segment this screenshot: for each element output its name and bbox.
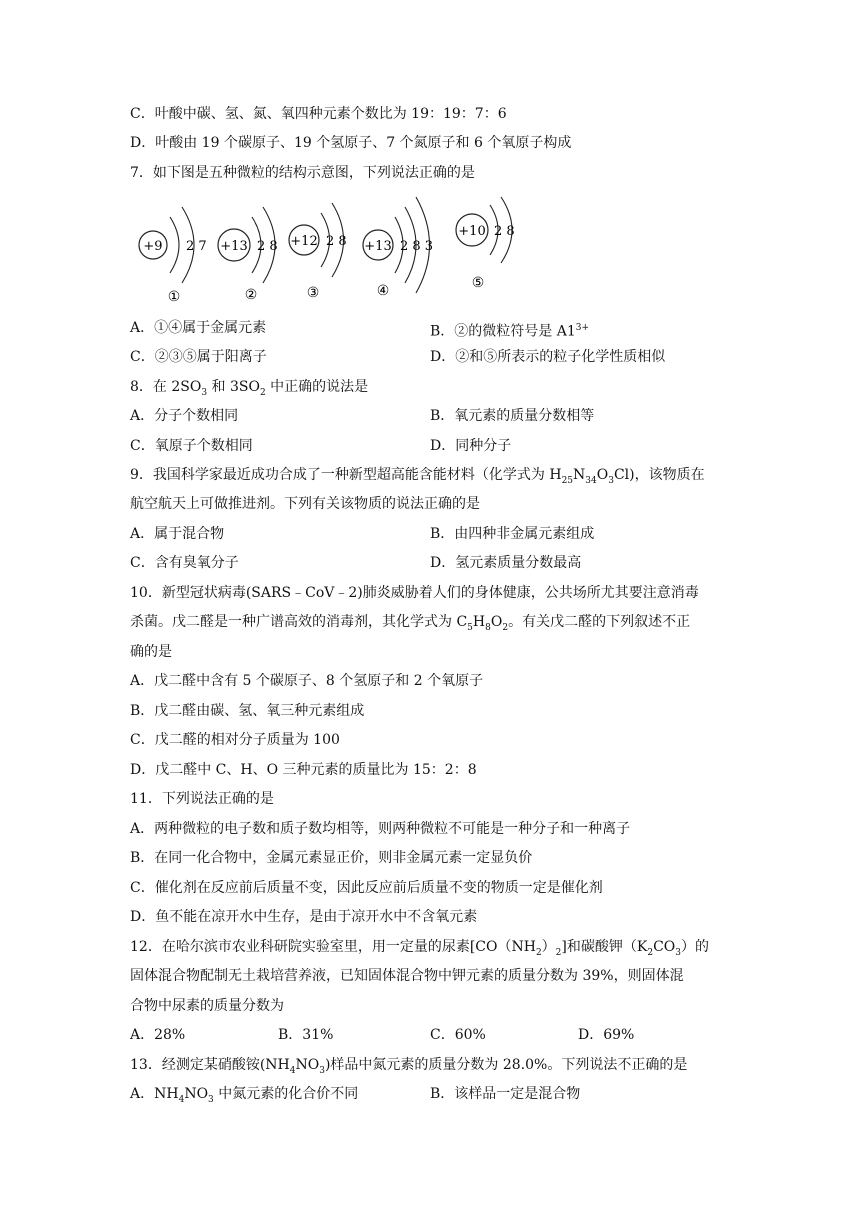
- q12-text: ）的: [681, 939, 709, 955]
- q10-text: O: [490, 614, 503, 630]
- q7-option-b: [430, 318, 589, 342]
- q9-sub: 3: [608, 475, 614, 486]
- q13a-text: NO: [184, 1086, 209, 1102]
- q13a-sub: 4: [178, 1094, 185, 1105]
- q12-sub: 2: [555, 947, 562, 958]
- q7-option-a: A．①④属于金属元素: [130, 320, 267, 336]
- q10-sub: 2: [502, 622, 509, 633]
- atom-structure-diagrams: [130, 195, 550, 310]
- q13-text: NO: [295, 1057, 320, 1073]
- atom-diagram-2: [218, 207, 278, 303]
- q11-option-a: A．两种微粒的电子数和质子数均相等，则两种微粒不可能是一种分子和一种离子: [130, 821, 631, 837]
- q12-text: ）: [541, 939, 556, 955]
- q8-stem-part: 中正确的说法是: [265, 379, 369, 395]
- q13a-text: 中氮元素的化合价不同: [213, 1086, 359, 1102]
- atom-diagram-3: [289, 203, 347, 301]
- q7-option-c: C．②③⑤属于阳离子: [130, 349, 267, 365]
- q13-sub: 4: [289, 1065, 296, 1076]
- q9-sub: 34: [585, 475, 597, 486]
- q7-option-b-charge: 3+: [575, 323, 590, 333]
- q10-option-c: C．戊二醛的相对分子质量为 100: [130, 732, 340, 748]
- q9-text: O: [596, 467, 609, 483]
- atom-label-4: ④: [376, 283, 390, 299]
- q8-stem: [130, 377, 368, 403]
- q10-stem-line1: 10．新型冠状病毒(SARS﹣CoV﹣2)肺炎威胁着人们的身体健康，公共场所尤其要注意消毒: [130, 585, 699, 601]
- q13-text: 13．经测定某硝酸铵(NH: [130, 1057, 290, 1073]
- q7-stem: 7．如下图是五种微粒的结构示意图，下列说法正确的是: [130, 165, 475, 181]
- q9-option-d: D．氢元素质量分数最高: [430, 555, 582, 571]
- q12-option-b: B．31%: [278, 1027, 334, 1043]
- q9-text: Cl)，该物质在: [613, 467, 705, 483]
- q12-stem-line2: 固体混合物配制无土栽培营养液，已知固体混合物中钾元素的质量分数为 39%，则固体混: [130, 968, 684, 984]
- atom-nucleus-2: +13: [220, 239, 248, 254]
- atom-shells-4: 2 8 3: [400, 239, 434, 254]
- q8-sub: 3: [201, 387, 208, 398]
- q9-text: 9．我国科学家最近成功合成了一种新型超高能含能材料（化学式为 H: [130, 467, 562, 483]
- q12-option-c: C．60%: [430, 1027, 486, 1043]
- q7-option-d: D．②和⑤所表示的粒子化学性质相似: [430, 349, 666, 365]
- q10-option-d: D．戊二醛中 C、H、O 三种元素的质量比为 15：2：8: [130, 762, 477, 778]
- q6-option-c: C．叶酸中碳、氢、氮、氧四种元素个数比为 19：19：7：6: [130, 106, 507, 122]
- q11-option-c: C．催化剂在反应前后质量不变，因此反应前后质量不变的物质一定是催化剂: [130, 880, 603, 896]
- q6-option-d: D．叶酸由 19 个碳原子、19 个氢原子、7 个氮原子和 6 个氧原子构成: [130, 135, 572, 151]
- atom-label-3: ③: [306, 285, 320, 301]
- q12-sub: 2: [647, 947, 654, 958]
- q10-text: H: [472, 614, 486, 630]
- q11-option-b: B．在同一化合物中，金属元素显正价，则非金属元素一定显负价: [130, 850, 533, 866]
- q8-option-a: A．分子个数相同: [130, 408, 239, 424]
- q13a-sub: 3: [208, 1094, 214, 1105]
- atom-diagram-5: [456, 197, 515, 291]
- q12-text: CO: [653, 939, 676, 955]
- atom-label-5: ⑤: [471, 275, 485, 291]
- q10-text: 杀菌。戊二醛是一种广谱高效的消毒剂，其化学式为 C: [130, 614, 468, 630]
- atom-label-2: ②: [244, 287, 258, 303]
- atom-shells-2: 2 8: [257, 239, 278, 254]
- q9-stem-line2: 航空航天上可做推进剂。下列有关该物质的说法正确的是: [130, 496, 480, 512]
- q10-option-a: A．戊二醛中含有 5 个碳原子、8 个氢原子和 2 个氧原子: [130, 673, 484, 689]
- q12-sub: 2: [535, 947, 542, 958]
- q13-sub: 3: [319, 1065, 325, 1076]
- q10-stem-line2: [130, 612, 690, 638]
- q10-sub: 8: [485, 622, 491, 633]
- q8-sub: 2: [259, 387, 266, 398]
- q12-stem-line3: 合物中尿素的质量分数为: [130, 998, 284, 1014]
- q7-option-b-text: B．②的微粒符号是 A1: [430, 323, 576, 340]
- atom-nucleus-3: +12: [290, 234, 318, 249]
- q8-stem-part: 8．在 2SO: [130, 379, 202, 395]
- q12-text: 12．在哈尔滨市农业科研院实验室里，用一定量的尿素[CO（NH: [130, 939, 536, 955]
- q8-option-d: D．同种分子: [430, 438, 512, 454]
- q10-text: 。有关戊二醛的下列叙述不正: [508, 614, 691, 630]
- q9-option-c: C．含有臭氧分子: [130, 555, 239, 571]
- q13a-text: A．NH: [130, 1086, 179, 1102]
- atom-nucleus-1: +9: [143, 239, 163, 254]
- q10-sub: 5: [467, 622, 473, 633]
- q10-stem-line3: 确的是: [130, 644, 172, 660]
- q9-option-a: A．属于混合物: [130, 526, 225, 542]
- q8-option-b: B．氧元素的质量分数相等: [430, 408, 595, 424]
- atom-shells-1: 2 7: [186, 239, 207, 254]
- atom-shells-5: 2 8: [494, 224, 515, 239]
- atom-diagram-1: [139, 207, 207, 305]
- q12-sub: 3: [675, 947, 681, 958]
- q13-option-b: B．该样品一定是混合物: [430, 1086, 581, 1102]
- q11-stem: 11．下列说法正确的是: [130, 791, 274, 807]
- q12-option-a: A．28%: [130, 1027, 186, 1043]
- atom-nucleus-5: +10: [458, 224, 486, 239]
- q13-option-a: [130, 1084, 358, 1110]
- q8-stem-part: 和 3SO: [207, 379, 260, 395]
- q12-stem-line1: [130, 937, 709, 963]
- q9-option-b: B．由四种非金属元素组成: [430, 526, 595, 542]
- atom-label-1: ①: [167, 289, 181, 305]
- atom-shells-3: 2 8: [326, 234, 347, 249]
- q9-stem-line1: [130, 465, 705, 491]
- q8-option-c: C．氧原子个数相同: [130, 438, 253, 454]
- q13-stem: [130, 1055, 687, 1081]
- q9-sub: 25: [561, 475, 574, 486]
- q12-option-d: D．69%: [578, 1027, 635, 1043]
- q12-text: ]和碳酸钾（K: [561, 939, 648, 955]
- q11-option-d: D．鱼不能在凉开水中生存，是由于凉开水中不含氧元素: [130, 909, 478, 925]
- atom-diagram-4: [363, 197, 433, 299]
- q13-text: )样品中氮元素的质量分数为 28.0%。下列说法不正确的是: [324, 1057, 688, 1073]
- q10-option-b: B．戊二醛由碳、氢、氧三种元素组成: [130, 703, 365, 719]
- q9-text: N: [573, 467, 586, 483]
- atom-nucleus-4: +13: [364, 239, 392, 254]
